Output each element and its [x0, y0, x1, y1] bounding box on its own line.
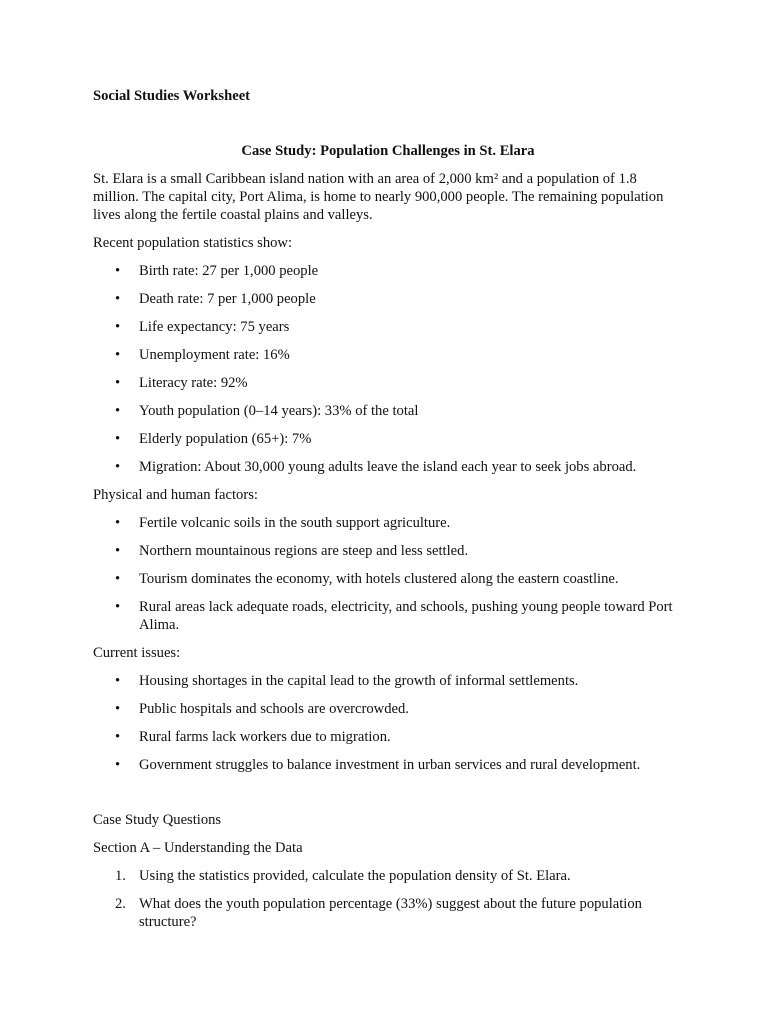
list-item — [93, 374, 683, 392]
case-study-title: Case Study: Population Challenges in St. Elara — [241, 143, 535, 159]
stat-text: Unemployment rate: 16% — [139, 347, 290, 363]
bullet-icon: • — [115, 319, 121, 335]
list-item — [93, 430, 683, 448]
factor-text: Tourism dominates the economy, with hotels clustered along the eastern coastline. — [139, 571, 619, 587]
list-item — [93, 728, 683, 746]
stats-lead: Recent population statistics show: — [93, 235, 293, 251]
bullet-icon: • — [115, 515, 121, 531]
question-text: Using the statistics provided, calculate the population density of St. Elara. — [139, 868, 571, 884]
list-item — [93, 598, 683, 634]
factor-text: Northern mountainous regions are steep and less settled. — [139, 543, 469, 559]
bullet-icon: • — [115, 757, 121, 773]
list-item — [93, 318, 683, 336]
bullet-icon: • — [115, 291, 121, 307]
issue-text: Government struggles to balance investment in urban services and rural development. — [139, 757, 641, 773]
bullet-icon: • — [115, 403, 121, 419]
bullet-icon: • — [115, 375, 121, 391]
issue-text: Rural farms lack workers due to migration. — [139, 729, 391, 745]
issue-text: Public hospitals and schools are overcrowded. — [139, 701, 409, 717]
worksheet-title: Social Studies Worksheet — [93, 88, 251, 104]
worksheet-content — [93, 87, 683, 931]
list-item — [93, 514, 683, 532]
stat-text: Literacy rate: 92% — [139, 375, 248, 391]
bullet-icon: • — [115, 571, 121, 587]
list-item — [93, 756, 683, 774]
list-item — [93, 290, 683, 308]
issues-list — [93, 672, 683, 774]
factors-list — [93, 514, 683, 634]
questions-list — [93, 867, 683, 931]
intro-paragraph: St. Elara is a small Caribbean island nation with an area of 2,000 km² and a population of 1.8 million. The capital city, Port Alima, is home to nearly 900,000 people. The remaining population lives along the fertile coastal plains and valleys. — [93, 171, 664, 223]
list-item — [93, 262, 683, 280]
list-item — [93, 700, 683, 718]
factor-text: Rural areas lack adequate roads, electricity, and schools, pushing young people toward Port Alima. — [139, 599, 673, 633]
stat-text: Youth population (0–14 years): 33% of the total — [139, 403, 419, 419]
bullet-icon: • — [115, 431, 121, 447]
bullet-icon: • — [115, 729, 121, 745]
factors-lead: Physical and human factors: — [93, 487, 258, 503]
bullet-icon: • — [115, 347, 121, 363]
section-a-heading: Section A – Understanding the Data — [93, 840, 303, 856]
list-item — [93, 402, 683, 420]
questions-heading: Case Study Questions — [93, 812, 222, 828]
list-item — [93, 672, 683, 690]
factor-text: Fertile volcanic soils in the south support agriculture. — [139, 515, 451, 531]
stat-text: Elderly population (65+): 7% — [139, 431, 312, 447]
question-item — [93, 867, 683, 885]
list-item — [93, 570, 683, 588]
stat-text: Death rate: 7 per 1,000 people — [139, 291, 316, 307]
list-item — [93, 458, 683, 476]
stat-text: Birth rate: 27 per 1,000 people — [139, 263, 319, 279]
stats-list — [93, 262, 683, 476]
question-text: What does the youth population percentage (33%) suggest about the future population structure? — [139, 896, 642, 930]
question-number: 2. — [115, 896, 126, 912]
list-item — [93, 542, 683, 560]
bullet-icon: • — [115, 673, 121, 689]
bullet-icon: • — [115, 459, 121, 475]
question-number: 1. — [115, 868, 126, 884]
bullet-icon: • — [115, 543, 121, 559]
issue-text: Housing shortages in the capital lead to the growth of informal settlements. — [139, 673, 579, 689]
bullet-icon: • — [115, 599, 121, 615]
question-item — [93, 895, 683, 931]
list-item — [93, 346, 683, 364]
bullet-icon: • — [115, 263, 121, 279]
bullet-icon: • — [115, 701, 121, 717]
stat-text: Life expectancy: 75 years — [139, 319, 290, 335]
issues-lead: Current issues: — [93, 645, 181, 661]
stat-text: Migration: About 30,000 young adults leave the island each year to seek jobs abroad. — [139, 459, 637, 475]
